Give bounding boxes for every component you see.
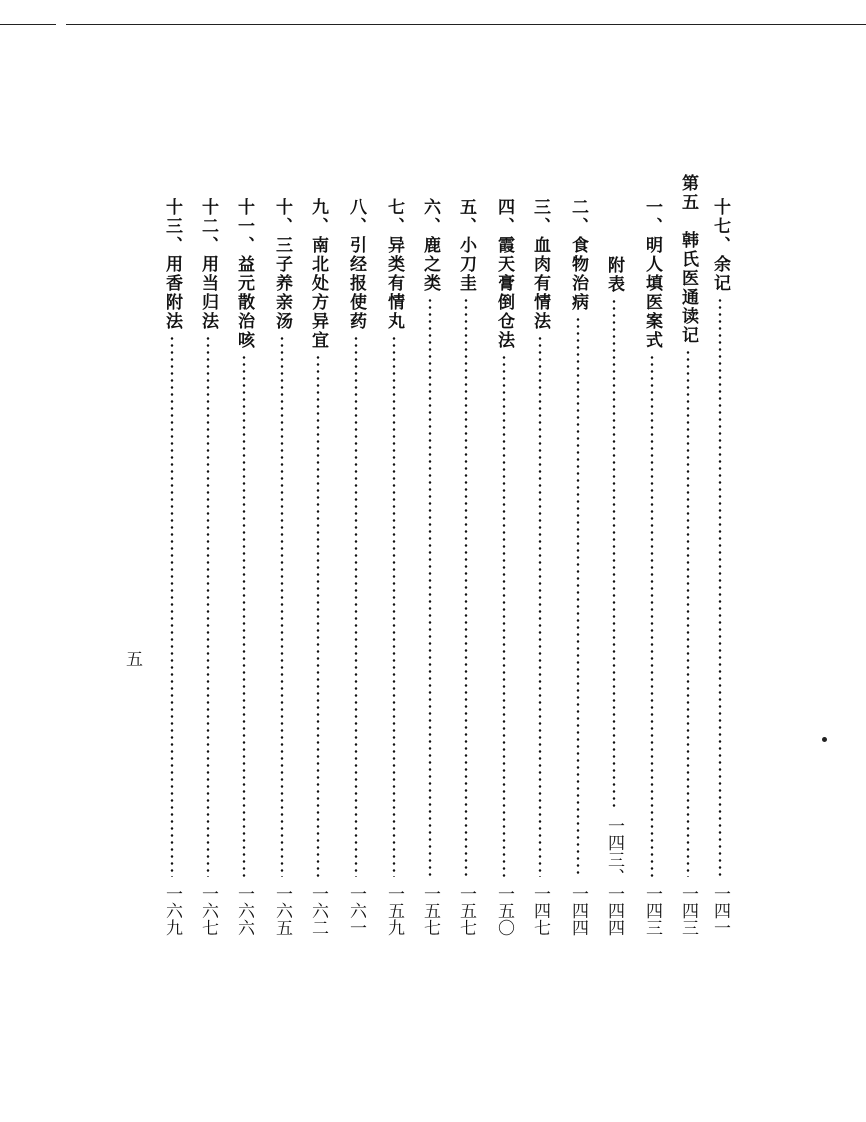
dot-leader — [418, 297, 442, 877]
toc-entry-title: 五、小刀圭 — [456, 198, 476, 293]
dot-leader — [382, 335, 406, 877]
dot-leader — [708, 297, 732, 877]
toc-entry[interactable] — [232, 198, 256, 936]
toc-entry[interactable] — [418, 198, 442, 936]
dot-leader — [196, 335, 220, 877]
dot-leader — [640, 354, 664, 877]
dot-leader — [566, 316, 590, 877]
toc-entry-title: 四、霞天膏倒仓法 — [494, 198, 514, 350]
toc-entry-title: 八、引经报使药 — [346, 198, 366, 331]
toc-entry-title: 十一、益元散治咳 — [234, 198, 254, 350]
dot-leader — [528, 335, 552, 877]
toc-entry[interactable] — [454, 198, 478, 936]
toc-entry-page: 一六五 — [272, 885, 292, 936]
toc-entry-page: 一五七 — [456, 885, 476, 936]
toc-entry[interactable] — [196, 198, 220, 936]
toc-entry-title: 十七、余记 — [710, 198, 730, 293]
toc-entry[interactable] — [708, 198, 732, 936]
toc-entry-title: 十三、用香附法 — [162, 198, 182, 331]
top-rule — [66, 24, 866, 25]
toc-entry-page: 一六七 — [198, 885, 218, 936]
toc-entry-page: 一六一 — [346, 885, 366, 936]
toc-entry-title: 十二、用当归法 — [198, 198, 218, 331]
toc-entry[interactable] — [382, 198, 406, 936]
toc-entry[interactable] — [160, 198, 184, 936]
toc-entry[interactable] — [270, 198, 294, 936]
dot-leader — [602, 298, 626, 809]
toc-entry-page: 一六二 — [308, 885, 328, 936]
toc-entry-title: 七、异类有情丸 — [384, 198, 404, 331]
toc-entry[interactable] — [566, 198, 590, 936]
toc-entry-title: 六、鹿之类 — [420, 198, 440, 293]
toc-entry-page: 一四三 — [678, 885, 698, 936]
toc-entry[interactable] — [528, 198, 552, 936]
toc-entry[interactable] — [344, 198, 368, 936]
scan-speck — [822, 737, 827, 742]
dot-leader — [344, 335, 368, 877]
toc-entry-title: 附表 — [604, 256, 624, 294]
dot-leader — [492, 354, 516, 877]
toc-entry-page: 一六九 — [162, 885, 182, 936]
toc-entry[interactable] — [676, 174, 700, 936]
toc-entry-page: 一五〇 — [494, 885, 514, 936]
toc-entry[interactable] — [602, 198, 626, 936]
dot-leader — [676, 349, 700, 877]
toc-entry-page: 一五九 — [384, 885, 404, 936]
toc-entry-title: 九、南北处方异宜 — [308, 198, 328, 350]
dot-leader — [306, 354, 330, 877]
page-number: 五 — [126, 650, 143, 670]
dot-leader — [454, 297, 478, 877]
toc-entry-page: 一四七 — [530, 885, 550, 936]
toc-entry[interactable] — [306, 198, 330, 936]
toc-entry-title: 第五 韩氏医通读记 — [678, 174, 698, 345]
toc-entry-title: 三、血肉有情法 — [530, 198, 550, 331]
toc-entry[interactable] — [640, 198, 664, 936]
dot-leader — [270, 335, 294, 877]
toc-entry-title: 一、明人填医案式 — [642, 198, 662, 350]
toc-entry-page: 一五七 — [420, 885, 440, 936]
dot-leader — [232, 354, 256, 877]
toc-entry-title: 十、三子养亲汤 — [272, 198, 292, 331]
toc-entry-title: 二、食物治病 — [568, 198, 588, 312]
toc-entry-page: 一四四 — [568, 885, 588, 936]
toc-entry-page: 一六六 — [234, 885, 254, 936]
toc-entry-page: 一四三、一四四 — [604, 817, 624, 936]
toc-entry-page: 一四一 — [710, 885, 730, 936]
toc-entry[interactable] — [492, 198, 516, 936]
toc-entry-page: 一四三 — [642, 885, 662, 936]
dot-leader — [160, 335, 184, 877]
top-rule — [0, 24, 56, 25]
